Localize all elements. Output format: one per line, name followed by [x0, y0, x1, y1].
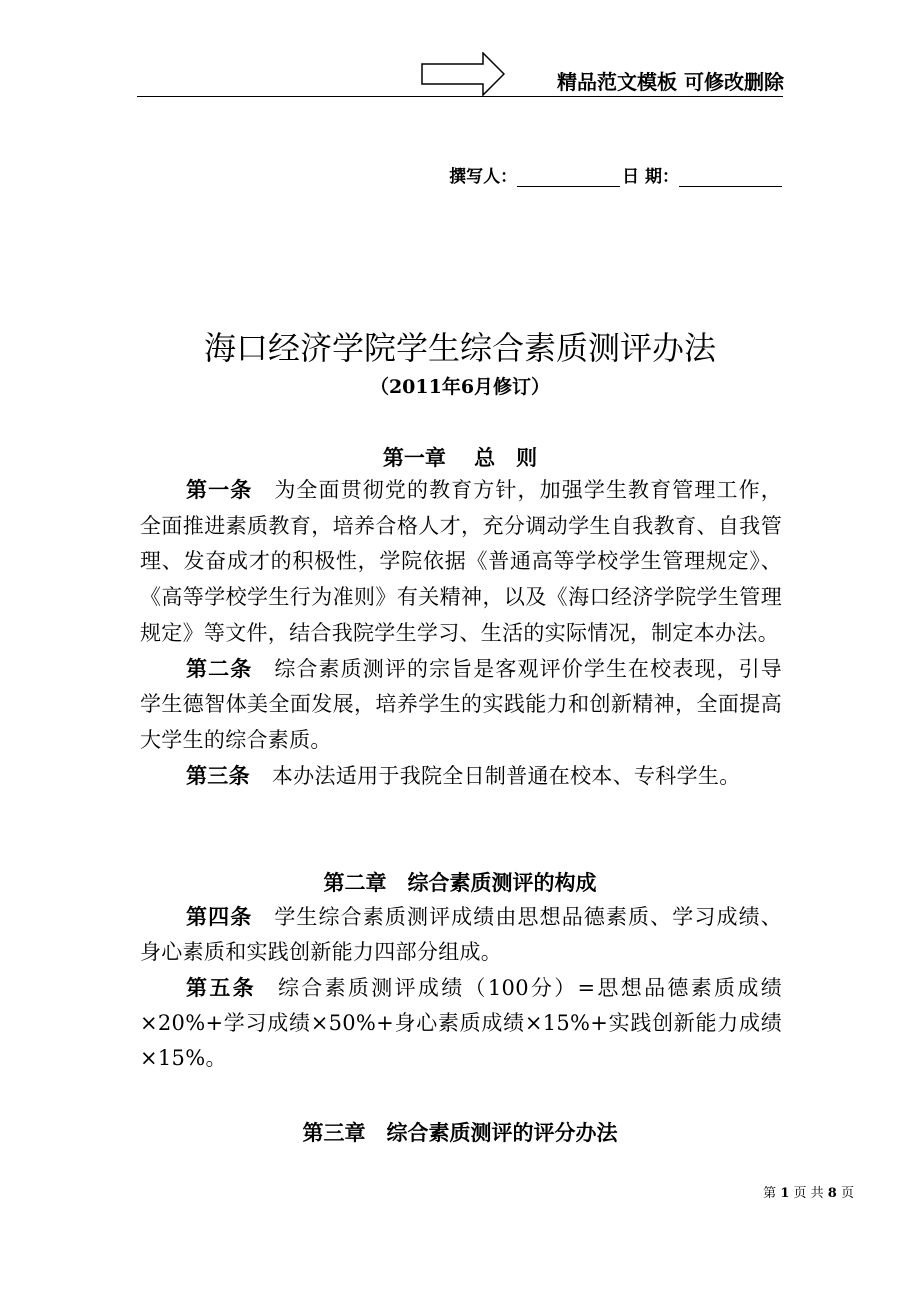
article-label: 第二条: [186, 656, 253, 681]
article-paragraph: [140, 652, 782, 759]
chapter-heading: 第一章 总 则: [382, 445, 538, 470]
author-label: 撰写人：: [449, 167, 518, 187]
article-label: 第四条: [186, 905, 253, 929]
article-text: 为全面贯彻党的教育方针，加强学生教育管理工作，全面推进素质教育，培养合格人才，充分调动学生自我教育、自我管理、发奋成才的积极性，学院依据《普通高等学校学生管理规定》、《高等学校学生行为准则》有关精神，以及《海口经济学院学生管理规定》等文件，结合我院学生学习、生活的实际情况，制定本办法。: [140, 478, 782, 645]
article-text: 本办法适用于我院全日制普通在校本、专科学生。: [271, 763, 741, 788]
article-text: 综合素质测评的宗旨是客观评价学生在校表现，引导学生德智体美全面发展，培养学生的实践能力和创新精神，全面提高大学生的综合素质。: [140, 656, 782, 752]
date-blank: [679, 168, 782, 187]
page-total: 8: [827, 1186, 837, 1201]
article-label: 第一条: [186, 478, 253, 502]
header-divider: [137, 96, 783, 97]
document-title: 海口经济学院学生综合素质测评办法: [203, 329, 716, 367]
chapter-2-body: [140, 900, 782, 1076]
chapter-1-body: [140, 473, 782, 794]
page-footer: [763, 1182, 854, 1201]
article-label: 第五条: [186, 975, 256, 1000]
header-tag: 精品范文模板 可修改删除: [557, 70, 784, 94]
right-arrow-icon: [421, 52, 505, 96]
author-date-line: [449, 162, 782, 187]
page-number: 1: [780, 1186, 790, 1201]
article-paragraph: [140, 900, 782, 971]
article-text: 学生综合素质测评成绩由思想品德素质、学习成绩、身心素质和实践创新能力四部分组成。: [140, 905, 782, 965]
article-paragraph: [140, 473, 782, 652]
article-paragraph: [140, 759, 782, 795]
chapter-heading: 第三章 综合素质测评的评分办法: [302, 1120, 618, 1145]
document-subtitle: （2011年6月修订）: [369, 376, 551, 398]
article-text: 综合素质测评成绩（100分）=思想品德素质成绩×20%+学习成绩×50%+身心素质成绩×15%+实践创新能力成绩×15%。: [140, 975, 782, 1071]
date-label: 日 期：: [622, 167, 679, 187]
article-paragraph: [140, 971, 782, 1077]
author-blank: [517, 168, 620, 187]
article-label: 第三条: [186, 763, 250, 788]
chapter-heading: 第二章 综合素质测评的构成: [323, 870, 597, 895]
footer-middle: 页 共: [793, 1186, 824, 1201]
footer-suffix: 页: [840, 1186, 854, 1201]
footer-prefix: 第: [763, 1186, 777, 1201]
